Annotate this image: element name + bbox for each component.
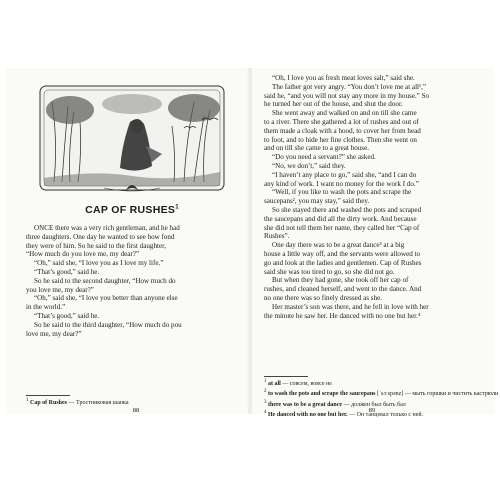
text-line: the saucepans and did all the dirty work. And because — [264, 214, 417, 223]
footnote-term: there was to be a great dance — [268, 401, 343, 408]
text-line: One day there was to be a great dance³ at a big — [272, 241, 405, 250]
text-line: “How much do you love me, my dear?” — [26, 250, 140, 259]
text-line: house a little way off, and the servants were allowed to — [264, 249, 421, 258]
text-line: Her master’s son was there, and he fell in love with her — [272, 302, 429, 311]
body-text — [26, 224, 240, 338]
text-line: to a river. There she gathered a lot of rushes and out of — [264, 117, 419, 126]
text-line: to foot, and to hide her fine clothes. Then she went on — [264, 135, 417, 144]
text-line: “No, we don’t,” said they. — [272, 161, 346, 170]
text-line: three daughters. One day he wanted to see how fond — [26, 232, 175, 241]
footnote-translation: [ˈsɔːspənz] — мыть горшки и чистить кастрюли — [375, 391, 499, 398]
footnote — [26, 397, 240, 407]
book-spread — [6, 68, 499, 419]
footnote-number: 1 — [264, 379, 267, 384]
footnote-translation: — Он танцевал только с ней. — [347, 412, 424, 419]
chapter-title-text: CAP OF RUSHES — [85, 204, 176, 216]
text-line: So she stayed there and washed the pots and scraped — [272, 205, 422, 214]
text-line: ONCE there was a very rich gentleman, and he had — [34, 224, 180, 232]
text-line: he turned her out of the house, and shut the door. — [264, 100, 403, 109]
text-line: in the world.” — [26, 303, 66, 312]
footnote — [264, 378, 484, 388]
text-line: saucepans², you may stay,” said they. — [264, 197, 370, 206]
text-line: “Well, if you like to wash the pots and scrape the — [272, 188, 412, 197]
text-line: The father got very angry. “You don’t love me at all¹,” — [272, 82, 427, 91]
footnote-term: to wash the pots and scrape the saucepans — [268, 391, 376, 398]
footnote-translation: — должен был быть бал — [342, 401, 406, 408]
text-line: she did not tell them her name, they called her “Cap of — [264, 223, 420, 232]
text-line: love me, my dear?” — [26, 329, 82, 338]
footnote-term: Cap of Rushes — [30, 400, 68, 406]
chapter-title-footnote-marker: 1 — [175, 204, 179, 211]
right-page — [250, 68, 499, 419]
text-line: rushes, and cleaned herself, and went to the dance. And — [264, 285, 422, 294]
footnote-term: at all — [268, 381, 281, 387]
page-number: 89 — [368, 407, 376, 414]
left-page — [6, 68, 250, 414]
footnote-divider — [264, 376, 308, 377]
footnote-translation: — Тростниковая шапка — [67, 400, 129, 406]
footnote-term: He danced with no one but her. — [268, 412, 348, 419]
text-line: you love me, my dear?” — [26, 285, 94, 294]
text-line: said she was too tired to go, so she did not go. — [264, 267, 395, 276]
footnote-translation: — совсем, вовсе не — [280, 381, 332, 387]
text-line: “That’s good,” said he. — [34, 311, 100, 320]
text-line: “Oh,” said she, “I love you better than anyone else — [34, 294, 178, 303]
text-line: any kind of work. I want no money for the work I do.” — [264, 179, 419, 188]
text-line: “Do you need a servant?” she asked. — [272, 153, 376, 162]
text-line: them made a cloak with a hood, to cover her from head — [264, 126, 421, 135]
text-line: they were of him. So he said to the first daughter, — [26, 241, 166, 250]
text-line: go and look at the ladies and gentlemen. Cap of Rushes — [264, 258, 422, 267]
body-text — [264, 74, 482, 320]
text-line: But when they had gone, she took off her cap of — [272, 276, 409, 285]
footnote-number: 4 — [264, 410, 267, 416]
page-number: 88 — [132, 407, 140, 414]
text-line: “Oh,” said she, “I love you as I love my life.” — [34, 259, 164, 268]
footnotes — [26, 397, 240, 407]
footnote — [264, 388, 499, 398]
text-line: said he, “and you will not stay any more in my house.” So — [264, 91, 430, 100]
chapter-illustration — [34, 82, 230, 200]
footnote-number: 1 — [26, 398, 29, 403]
text-line: “I haven’t any place to go,” said she, “and I can do — [272, 170, 417, 179]
text-line: She went away and walked on and on till she came — [272, 109, 417, 118]
footnote-divider — [26, 395, 70, 396]
text-line: “Oh, I love you as fresh meat loves salt,” said she. — [272, 74, 415, 82]
footnote-number: 2 — [264, 389, 267, 395]
text-line: and on till she came to a great house. — [264, 144, 369, 153]
text-line: Rushes”. — [264, 232, 290, 241]
footnote-number: 3 — [264, 399, 267, 405]
chapter-title — [26, 204, 238, 216]
text-line: So he said to the third daughter, “How much do pou — [34, 320, 182, 329]
text-line: “That’s good,” said he. — [34, 267, 100, 276]
text-line: no one there was so finely dressed as she. — [264, 293, 382, 302]
text-line: So he said to the second daughter, “How much do — [34, 276, 176, 285]
text-line: the minute he saw her. He danced with no one but her.⁴ — [264, 311, 421, 320]
